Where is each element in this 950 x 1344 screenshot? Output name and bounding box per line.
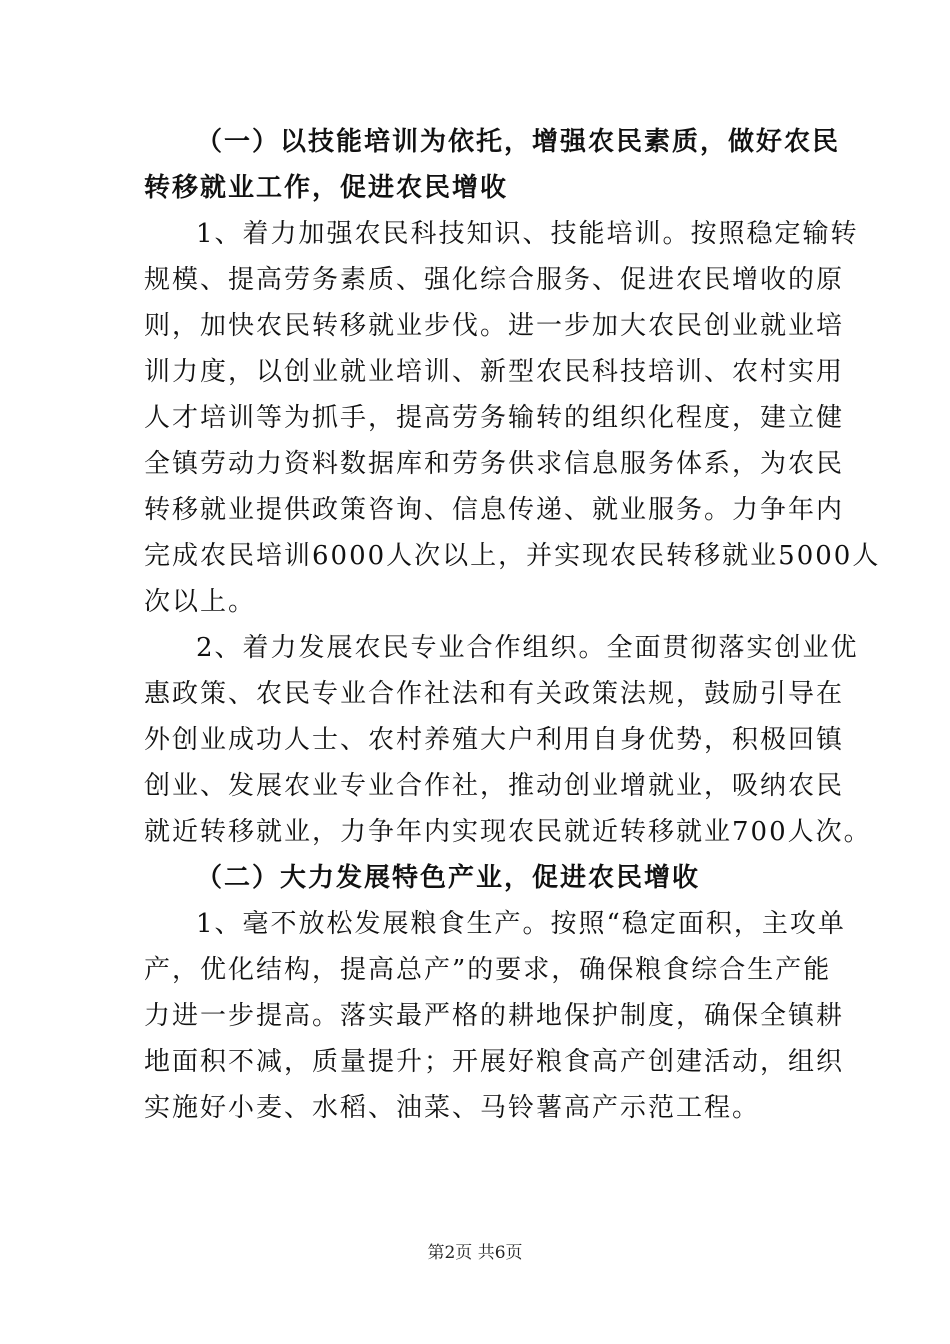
section-heading-line: 转移就业工作，促进农民增收 xyxy=(144,173,509,203)
paragraph-line: 产，优化结构，提高总产”的要求，确保粮食综合生产能 xyxy=(144,955,832,985)
paragraph-line: 完成农民培训6000人次以上，并实现农民转移就业5000人 xyxy=(144,541,881,571)
paragraph-line: 人才培训等为抓手，提高劳务输转的组织化程度，建立健 xyxy=(144,403,845,433)
paragraph-line: 全镇劳动力资料数据库和劳务供求信息服务体系，为农民 xyxy=(144,449,845,479)
paragraph-line: 转移就业提供政策咨询、信息传递、就业服务。力争年内 xyxy=(144,495,845,525)
paragraph-line: 规模、提高劳务素质、强化综合服务、促进农民增收的原 xyxy=(144,265,845,295)
section-heading-line: （一）以技能培训为依托，增强农民素质，做好农民 xyxy=(196,127,841,157)
page-number-footer: 第2页 共6页 xyxy=(427,1243,523,1263)
paragraph-line: 1、毫不放松发展粮食生产。按照“稳定面积，主攻单 xyxy=(196,909,846,939)
paragraph-line: 1、着力加强农民科技知识、技能培训。按照稳定输转 xyxy=(196,219,859,249)
paragraph-line: 地面积不减，质量提升；开展好粮食高产创建活动，组织 xyxy=(144,1047,845,1077)
paragraph-line: 惠政策、农民专业合作社法和有关政策法规，鼓励引导在 xyxy=(144,679,845,709)
paragraph-line: 次以上。 xyxy=(144,587,257,617)
paragraph-line: 创业、发展农业专业合作社，推动创业增就业，吸纳农民 xyxy=(144,771,845,801)
paragraph-line: 则，加快农民转移就业步伐。进一步加大农民创业就业培 xyxy=(144,311,845,341)
paragraph-line: 实施好小麦、水稻、油菜、马铃薯高产示范工程。 xyxy=(144,1093,761,1123)
section-heading-line: （二）大力发展特色产业，促进农民增收 xyxy=(196,863,701,893)
paragraph-line: 外创业成功人士、农村养殖大户利用自身优势，积极回镇 xyxy=(144,725,845,755)
paragraph-line: 力进一步提高。落实最严格的耕地保护制度，确保全镇耕 xyxy=(144,1001,845,1031)
paragraph-line: 就近转移就业，力争年内实现农民就近转移就业700人次。 xyxy=(144,817,872,847)
paragraph-line: 2、着力发展农民专业合作组织。全面贯彻落实创业优 xyxy=(196,633,859,663)
paragraph-line: 训力度，以创业就业培训、新型农民科技培训、农村实用 xyxy=(144,357,845,387)
